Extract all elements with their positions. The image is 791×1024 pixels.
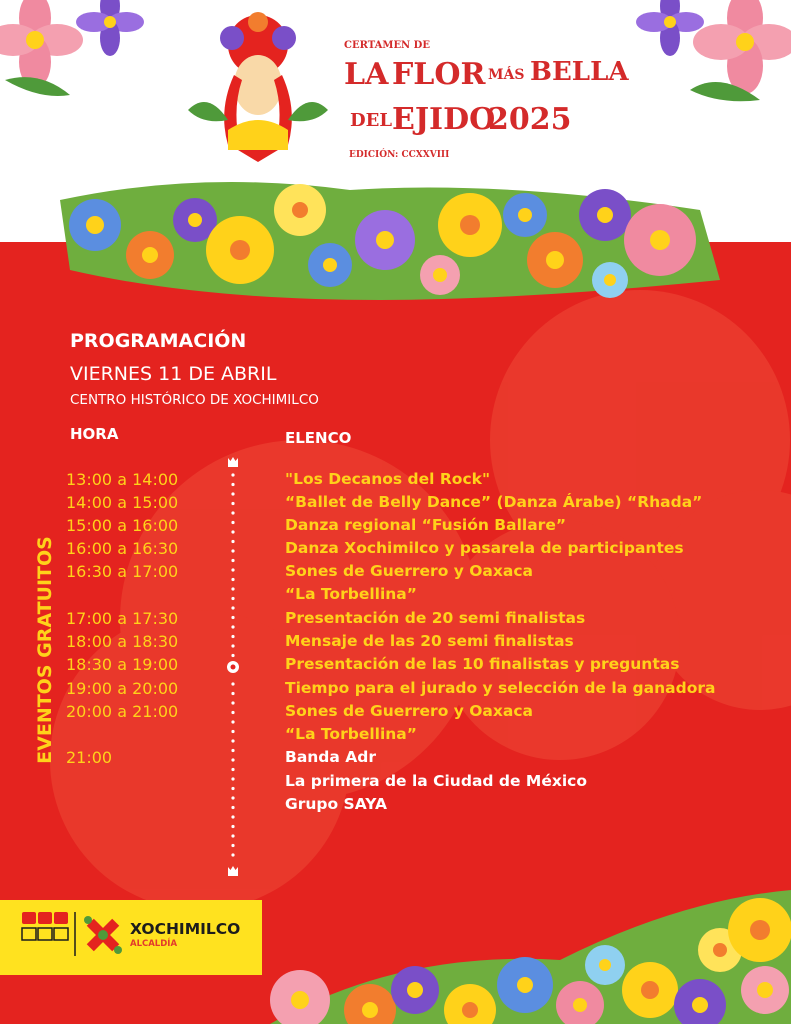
act-entry: Danza regional “Fusión Ballare” <box>285 516 567 534</box>
time-slot: 19:00 a 20:00 <box>66 679 179 698</box>
act-entry: "Los Decanos del Rock" <box>285 470 491 488</box>
title-bella: BELLA <box>530 57 629 87</box>
column-elenco: ELENCO <box>285 429 352 447</box>
side-label-eventos: EVENTOS GRATUITOS <box>34 536 56 764</box>
act-entry: Presentación de 20 semi finalistas <box>285 609 586 627</box>
time-slot: 21:00 <box>66 748 113 767</box>
program-venue: CENTRO HISTÓRICO DE XOCHIMILCO <box>70 392 319 408</box>
time-slot: 20:00 a 21:00 <box>66 702 179 721</box>
title-la: LA <box>344 57 389 92</box>
act-entry: Grupo SAYA <box>285 795 387 813</box>
time-slot: 18:00 a 18:30 <box>66 632 179 651</box>
act-entry: Mensaje de las 20 semi finalistas <box>285 632 574 650</box>
act-entry: Banda Adr <box>285 748 376 766</box>
title-ejido: EJIDO <box>392 102 496 137</box>
column-hora: HORA <box>70 425 119 443</box>
title-edition: EDICIÓN: CCXXVIII <box>349 150 450 160</box>
alcaldia-glyph-icon <box>22 912 68 940</box>
time-slot: 18:30 a 19:00 <box>66 655 179 674</box>
act-entry: Sones de Guerrero y Oaxaca <box>285 562 533 580</box>
footer-alcaldia-name: XOCHIMILCO <box>130 920 241 938</box>
act-entry: “La Torbellina” <box>285 585 417 603</box>
xochimilco-x-icon <box>84 916 122 954</box>
act-entry: La primera de la Ciudad de México <box>285 772 587 790</box>
footer-alcaldia-sub: ALCALDÍA <box>130 939 178 949</box>
time-slot: 17:00 a 17:30 <box>66 609 179 628</box>
act-entry: “La Torbellina” <box>285 725 417 743</box>
time-slot: 14:00 a 15:00 <box>66 493 179 512</box>
title-del: DEL <box>350 110 392 131</box>
act-entry: Sones de Guerrero y Oaxaca <box>285 702 533 720</box>
time-slot: 15:00 a 16:00 <box>66 516 179 535</box>
act-entry: Tiempo para el jurado y selección de la ganadora <box>285 679 716 697</box>
title-certamen: CERTAMEN DE <box>344 40 430 51</box>
title-flor: FLOR <box>392 57 486 92</box>
act-entry: Danza Xochimilco y pasarela de participantes <box>285 539 684 557</box>
title-mas: MÁS <box>488 67 525 83</box>
time-slot: 16:30 a 17:00 <box>66 562 179 581</box>
time-slot: 13:00 a 14:00 <box>66 470 179 489</box>
time-slot: 16:00 a 16:30 <box>66 539 179 558</box>
act-entry: Presentación de las 10 finalistas y preguntas <box>285 655 680 673</box>
program-heading: PROGRAMACIÓN <box>70 330 247 352</box>
act-entry: “Ballet de Belly Dance” (Danza Árabe) “Rhada” <box>285 493 703 511</box>
program-date: VIERNES 11 DE ABRIL <box>70 363 277 385</box>
title-year: 2025 <box>488 102 572 137</box>
